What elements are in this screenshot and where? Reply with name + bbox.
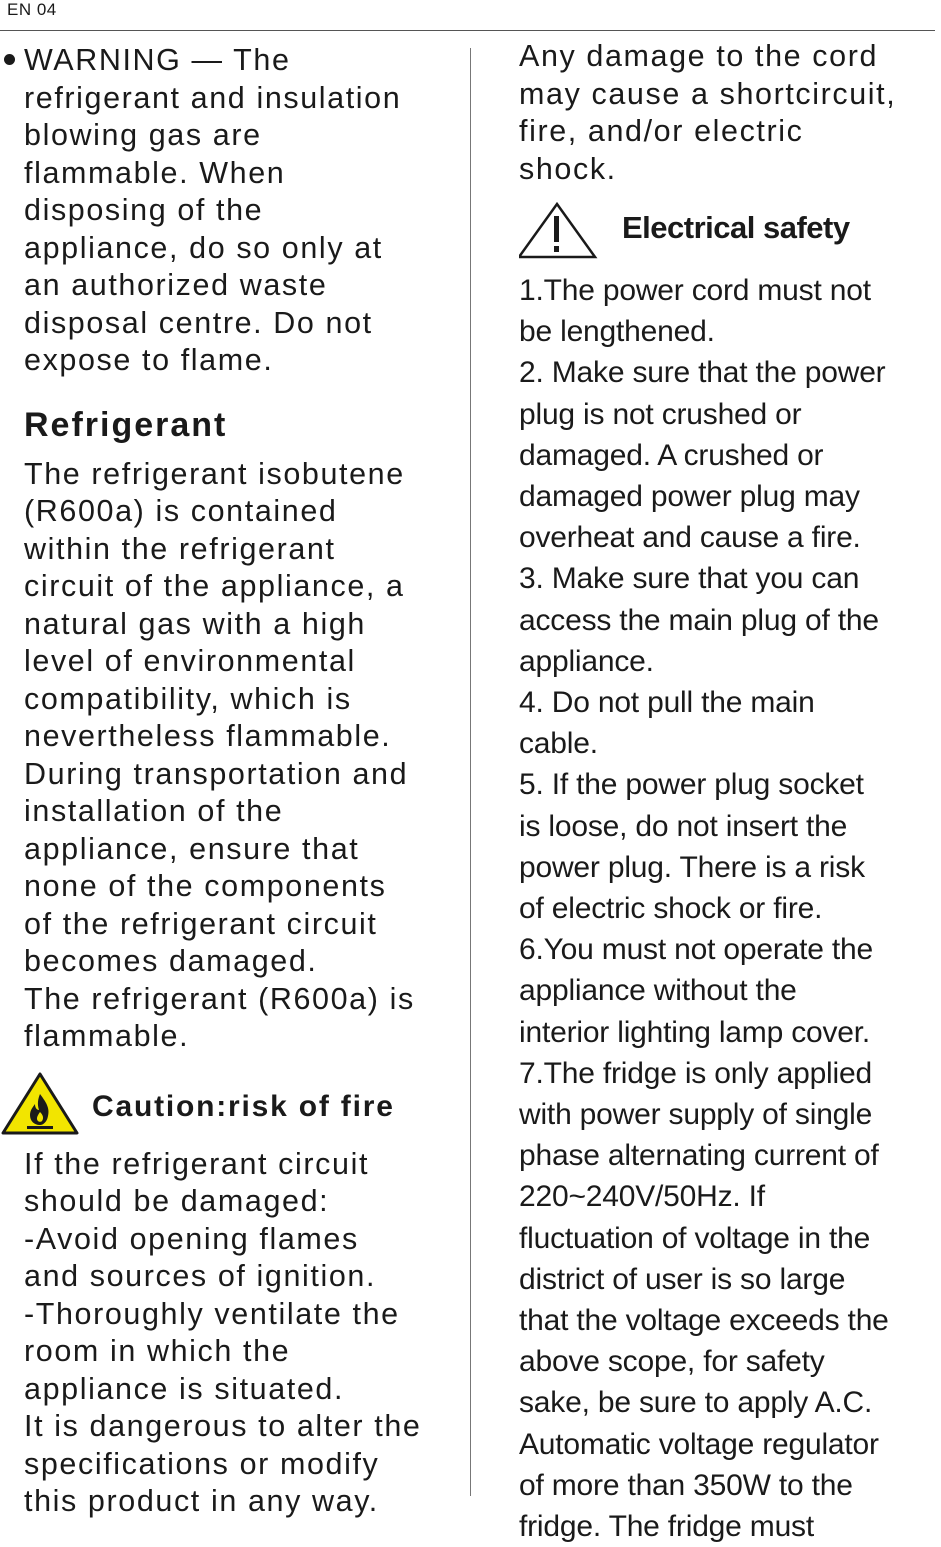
safety-point-line: 6.You must not operate the: [519, 933, 873, 967]
safety-point-line: interior lighting lamp cover.: [519, 1015, 871, 1049]
warning-line: appliance, do so only at: [24, 230, 383, 265]
safety-point-line: sake, be sure to apply A.C.: [519, 1386, 873, 1420]
warning-line: blowing gas are: [24, 118, 262, 152]
header-rule: [0, 30, 935, 31]
safety-point-line: 3. Make sure that you can: [519, 562, 860, 596]
refrigerant-line: natural gas with a high: [24, 606, 366, 641]
safety-point-line: cable.: [519, 727, 598, 761]
safety-point-line: damaged. A crushed or: [519, 438, 824, 472]
caution-line: room in which the: [24, 1334, 291, 1368]
warning-line: disposing of the: [24, 193, 264, 227]
safety-point: [519, 558, 939, 682]
safety-point-line: damaged power plug may: [519, 480, 860, 514]
safety-point-line: 220~240V/50Hz. If: [519, 1180, 765, 1214]
refrigerant-line: appliance, ensure that: [24, 831, 360, 866]
cord-line: may cause a shortcircuit,: [519, 76, 897, 111]
safety-point: [519, 1053, 939, 1547]
safety-point: [519, 929, 939, 1053]
safety-point-line: of electric shock or fire.: [519, 892, 823, 926]
safety-point-line: 5. If the power plug socket: [519, 768, 864, 802]
column-divider: [470, 48, 471, 1496]
warning-line: disposal centre. Do not: [24, 305, 373, 340]
electrical-safety-heading: Electrical safety: [622, 210, 850, 245]
caution-line: and sources of ignition.: [24, 1259, 377, 1293]
caution-title: Caution:risk of fire: [92, 1089, 395, 1123]
safety-point-line: Automatic voltage regulator: [519, 1427, 879, 1461]
refrigerant-block: [24, 456, 454, 1056]
flammable-warning-icon: [0, 1070, 80, 1136]
safety-point: [519, 764, 939, 929]
safety-point-line: fridge. The fridge must: [519, 1510, 814, 1544]
cord-line: shock.: [519, 151, 617, 186]
safety-point-line: power plug. There is a risk: [519, 850, 865, 884]
safety-point-line: district of user is so large: [519, 1262, 846, 1296]
safety-point-line: is loose, do not insert the: [519, 809, 848, 843]
cord-line: Any damage to the cord: [519, 39, 879, 73]
warning-line: expose to flame.: [24, 343, 274, 377]
left-column: [24, 42, 454, 1521]
safety-point-line: with power supply of single: [519, 1098, 873, 1132]
refrigerant-line: flammable.: [24, 1019, 190, 1053]
warning-line: an authorized waste: [24, 268, 328, 302]
refrigerant-line: level of environmental: [24, 644, 356, 678]
cord-line: fire, and/or electric: [519, 114, 804, 148]
caution-line: specifications or modify: [24, 1446, 380, 1481]
refrigerant-line: During transportation and: [24, 756, 409, 791]
refrigerant-line: circuit of the appliance, a: [24, 569, 405, 603]
caution-line: should be damaged:: [24, 1184, 330, 1218]
warning-block: [24, 42, 454, 380]
safety-point-line: 2. Make sure that the power: [519, 356, 886, 390]
refrigerant-heading: Refrigerant: [24, 405, 228, 444]
cord-block: [519, 38, 939, 188]
safety-point-line: of more than 350W to the: [519, 1468, 853, 1502]
caution-block: [24, 1146, 454, 1521]
caution-line: It is dangerous to alter the: [24, 1409, 422, 1443]
safety-point-line: phase alternating current of: [519, 1139, 879, 1173]
safety-point-line: 7.The fridge is only applied: [519, 1056, 872, 1090]
warning-line: WARNING — The: [24, 42, 454, 80]
safety-point: [519, 352, 939, 558]
safety-point-line: 4. Do not pull the main: [519, 686, 815, 720]
safety-point: [519, 682, 939, 764]
exclamation-triangle-icon: [519, 202, 599, 260]
warning-line: refrigerant and insulation: [24, 80, 402, 115]
safety-point-line: access the main plug of the: [519, 603, 879, 637]
electrical-safety-list: [519, 270, 939, 1547]
caution-line: this product in any way.: [24, 1484, 379, 1518]
safety-point-line: 1.The power cord must not: [519, 274, 871, 307]
warning-line: flammable. When: [24, 155, 286, 190]
refrigerant-line: becomes damaged.: [24, 944, 318, 978]
safety-point-line: appliance.: [519, 644, 654, 678]
refrigerant-line: installation of the: [24, 794, 284, 828]
refrigerant-line: The refrigerant (R600a) is: [24, 981, 415, 1016]
caution-line: -Avoid opening flames: [24, 1221, 359, 1256]
electrical-safety-header: [519, 202, 939, 264]
safety-point: [519, 270, 939, 352]
safety-point-line: appliance without the: [519, 974, 797, 1008]
safety-point-line: plug is not crushed or: [519, 397, 802, 431]
safety-point-line: fluctuation of voltage in the: [519, 1221, 871, 1255]
caution-line: -Thoroughly ventilate the: [24, 1296, 400, 1331]
right-column: [519, 38, 939, 1547]
caution-line: If the refrigerant circuit: [24, 1146, 370, 1181]
safety-point-line: above scope, for safety: [519, 1345, 825, 1379]
page-number: EN 04: [7, 0, 57, 19]
bullet-icon: [4, 54, 15, 65]
refrigerant-line: within the refrigerant: [24, 531, 336, 566]
refrigerant-line: (R600a) is contained: [24, 494, 338, 528]
caution-header: [0, 1070, 454, 1140]
refrigerant-line: compatibility, which is: [24, 681, 352, 716]
refrigerant-line: nevertheless flammable.: [24, 719, 392, 753]
refrigerant-line: of the refrigerant circuit: [24, 906, 378, 941]
safety-point-line: be lengthened.: [519, 315, 715, 349]
caution-line: appliance is situated.: [24, 1371, 345, 1406]
safety-point-line: that the voltage exceeds the: [519, 1304, 889, 1338]
refrigerant-line: The refrigerant isobutene: [24, 456, 405, 491]
safety-point-line: overheat and cause a fire.: [519, 521, 861, 555]
refrigerant-line: none of the components: [24, 869, 387, 903]
